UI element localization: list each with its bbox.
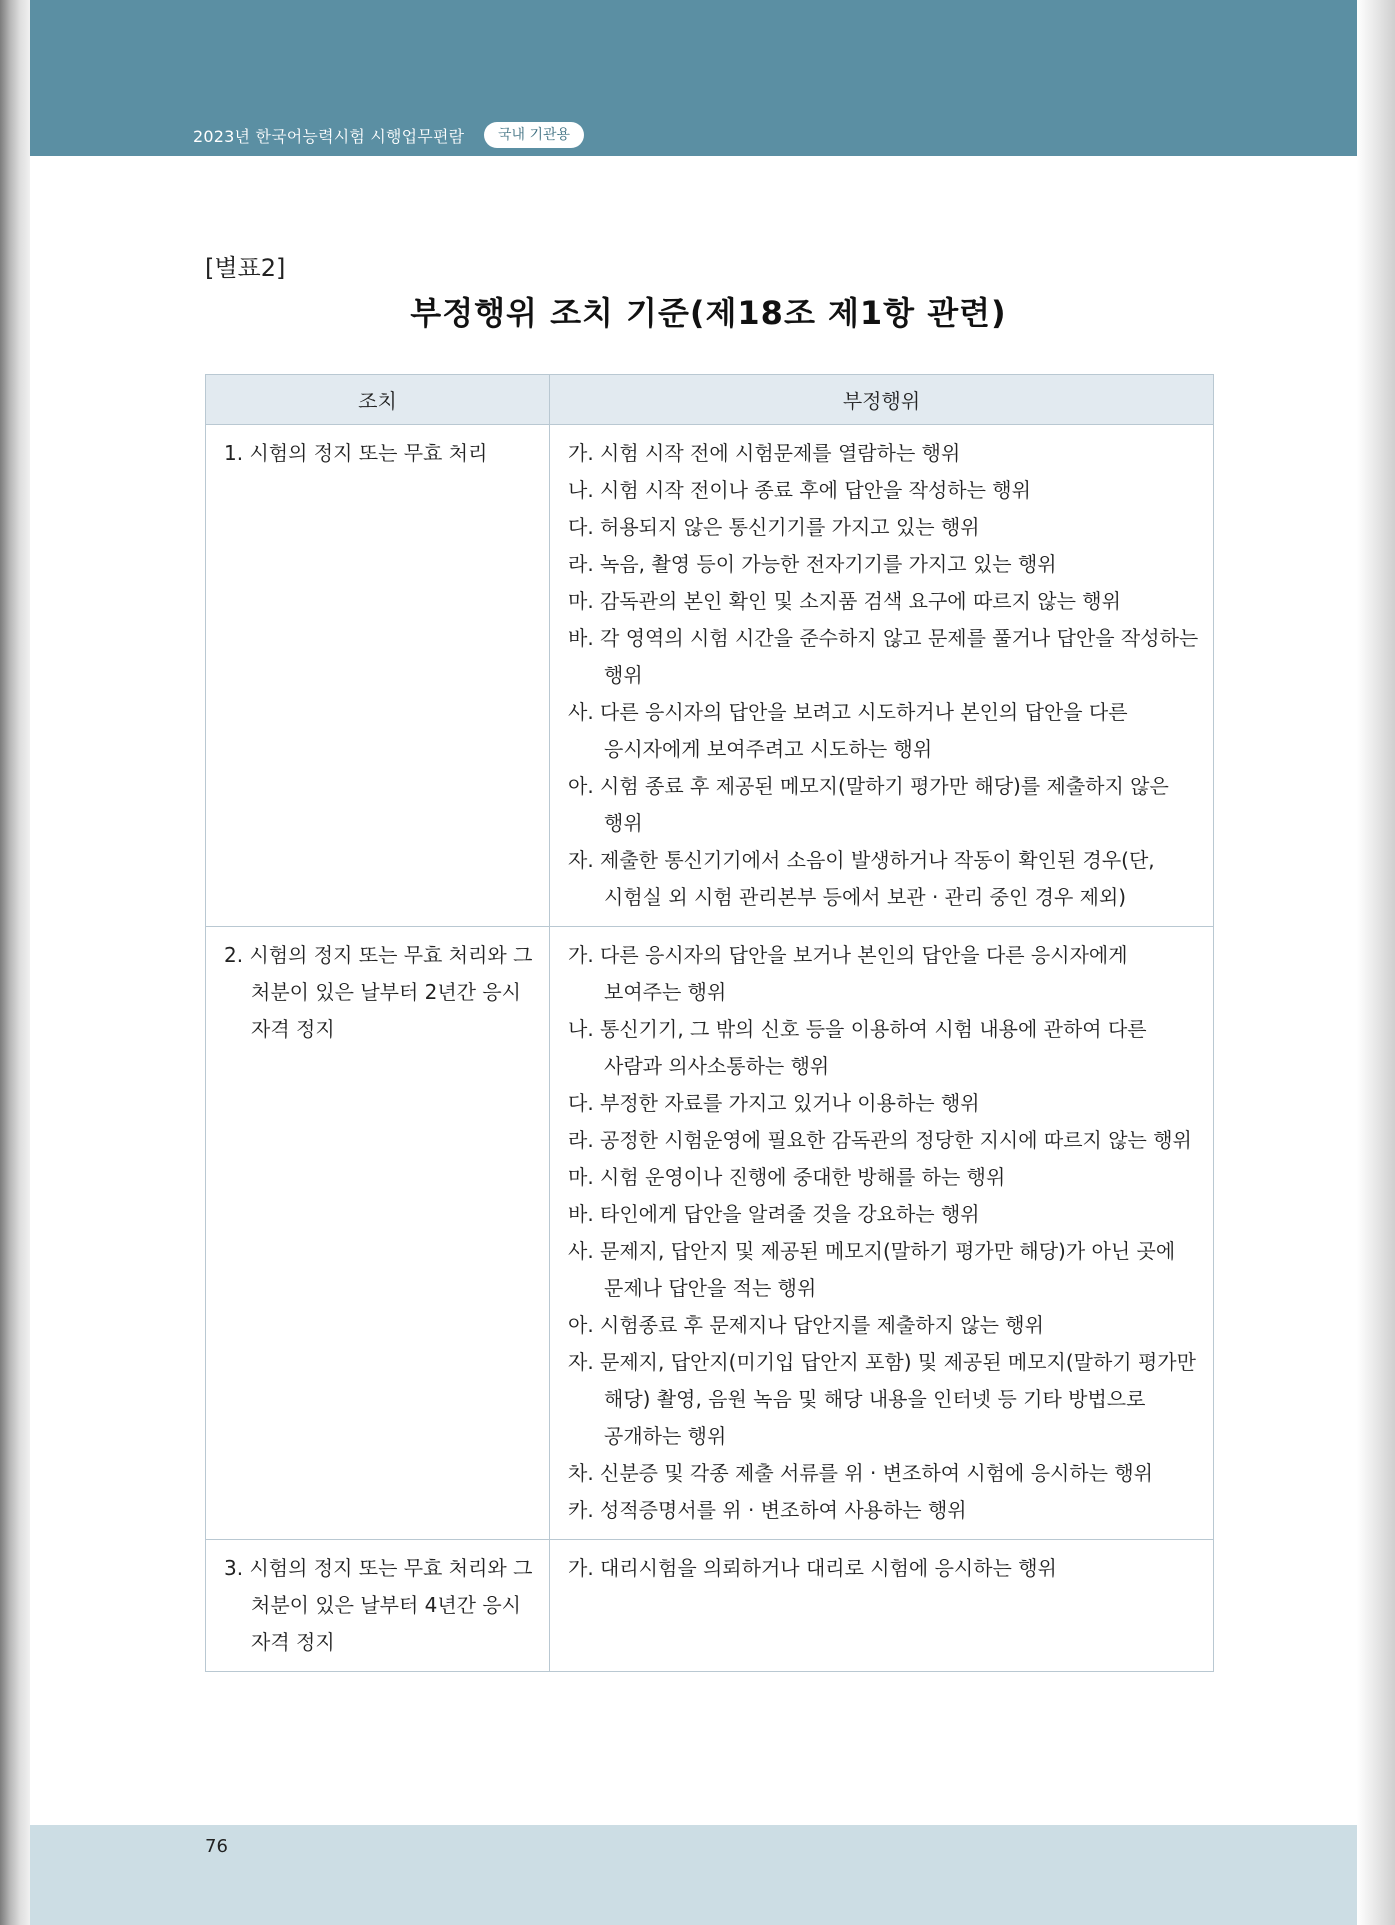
- page-number: 76: [205, 1836, 228, 1857]
- misconduct-item: 바. 타인에게 답안을 알려줄 것을 강요하는 행위: [568, 1202, 980, 1226]
- misconduct-item: 자. 제출한 통신기기에서 소음이 발생하거나 작동이 확인된 경우(단, 시험실 외 시험 관리본부 등에서 보관 · 관리 중인 경우 제외): [568, 848, 1155, 909]
- table-row: [206, 1540, 1214, 1672]
- misconduct-item: 라. 공정한 시험운영에 필요한 감독관의 정당한 지시에 따르지 않는 행위: [568, 1128, 1192, 1152]
- header-title: 2023년 한국어능력시험 시행업무편람: [193, 127, 465, 146]
- misconduct-item: 아. 시험종료 후 문제지나 답안지를 제출하지 않는 행위: [568, 1313, 1044, 1337]
- measure-cell: [206, 425, 550, 927]
- column-header-misconduct: 부정행위: [550, 375, 1214, 425]
- measure-cell: [206, 927, 550, 1540]
- misconduct-cell: [550, 927, 1214, 1540]
- misconduct-item: 나. 통신기기, 그 밖의 신호 등을 이용하여 시험 내용에 관하여 다른 사람과 의사소통하는 행위: [568, 1017, 1147, 1078]
- table-header-row: [206, 375, 1214, 425]
- book-spine-shadow: [0, 0, 30, 1925]
- misconduct-item: 차. 신분증 및 각종 제출 서류를 위 · 변조하여 시험에 응시하는 행위: [568, 1461, 1153, 1485]
- misconduct-item: 마. 감독관의 본인 확인 및 소지품 검색 요구에 따르지 않는 행위: [568, 589, 1121, 613]
- misconduct-item: 가. 대리시험을 의뢰하거나 대리로 시험에 응시하는 행위: [568, 1556, 1057, 1580]
- measure-text: 3. 시험의 정지 또는 무효 처리와 그 처분이 있은 날부터 4년간 응시자격 정지: [224, 1556, 533, 1654]
- misconduct-item: 바. 각 영역의 시험 시간을 준수하지 않고 문제를 풀거나 답안을 작성하는 행위: [568, 626, 1199, 687]
- misconduct-item: 라. 녹음, 촬영 등이 가능한 전자기기를 가지고 있는 행위: [568, 552, 1057, 576]
- measure-text: 2. 시험의 정지 또는 무효 처리와 그 처분이 있은 날부터 2년간 응시자격 정지: [224, 943, 533, 1041]
- annex-label: [별표2]: [205, 254, 286, 282]
- misconduct-item: 가. 다른 응시자의 답안을 보거나 본인의 답안을 다른 응시자에게 보여주는 행위: [568, 943, 1128, 1004]
- misconduct-item: 사. 문제지, 답안지 및 제공된 메모지(말하기 평가만 해당)가 아닌 곳에 문제나 답안을 적는 행위: [568, 1239, 1176, 1300]
- misconduct-item: 아. 시험 종료 후 제공된 메모지(말하기 평가만 해당)를 제출하지 않은 행위: [568, 774, 1169, 835]
- misconduct-item: 마. 시험 운영이나 진행에 중대한 방해를 하는 행위: [568, 1165, 1006, 1189]
- table-row: [206, 425, 1214, 927]
- misconduct-table: [205, 374, 1214, 1672]
- measure-text: 1. 시험의 정지 또는 무효 처리: [224, 441, 488, 465]
- column-header-measure: 조치: [206, 375, 550, 425]
- misconduct-item: 자. 문제지, 답안지(미기입 답안지 포함) 및 제공된 메모지(말하기 평가만 해당) 촬영, 음원 녹음 및 해당 내용을 인터넷 등 기타 방법으로 공개하는 행위: [568, 1350, 1196, 1448]
- misconduct-item: 가. 시험 시작 전에 시험문제를 열람하는 행위: [568, 441, 961, 465]
- misconduct-item: 나. 시험 시작 전이나 종료 후에 답안을 작성하는 행위: [568, 478, 1031, 502]
- footer-band: [30, 1825, 1357, 1925]
- page-edge-shadow: [1357, 0, 1395, 1925]
- misconduct-cell: [550, 1540, 1214, 1672]
- misconduct-cell: [550, 425, 1214, 927]
- page-title: 부정행위 조치 기준(제18조 제1항 관련): [410, 294, 1007, 332]
- misconduct-item: 다. 허용되지 않은 통신기기를 가지고 있는 행위: [568, 515, 980, 539]
- measure-cell: [206, 1540, 550, 1672]
- misconduct-item: 카. 성적증명서를 위 · 변조하여 사용하는 행위: [568, 1498, 967, 1522]
- header-badge: 국내 기관용: [484, 122, 584, 148]
- misconduct-item: 사. 다른 응시자의 답안을 보려고 시도하거나 본인의 답안을 다른 응시자에게 보여주려고 시도하는 행위: [568, 700, 1128, 761]
- table-row: [206, 927, 1214, 1540]
- misconduct-item: 다. 부정한 자료를 가지고 있거나 이용하는 행위: [568, 1091, 980, 1115]
